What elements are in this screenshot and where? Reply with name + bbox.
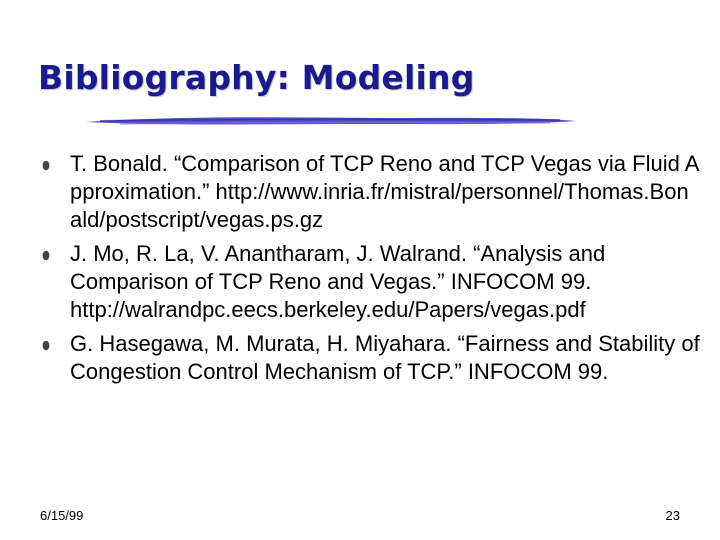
bibliography-list [40,150,700,386]
citation-text: T. Bonald. “Comparison of TCP Reno and TCP Vegas via Fluid Approximation.” http://www.inria.fr/mistral/personnel/Thomas.Bonald/postscript/vegas.ps.gz [70,151,700,232]
slide-title: Bibliography: Modeling [38,58,475,97]
bullet-dot-icon [42,160,50,171]
bullet-dot-icon [42,250,50,261]
bullet-dot-icon [42,340,50,351]
list-item [40,330,700,386]
title-underline-brush [80,114,580,128]
citation-text: J. Mo, R. La, V. Anantharam, J. Walrand. “Analysis and Comparison of TCP Reno and Vegas.” INFOCOM 99. http://walrandpc.eecs.berkeley.edu/Papers/vegas.pdf [70,241,606,322]
citation-text: G. Hasegawa, M. Murata, H. Miyahara. “Fairness and Stability of Congestion Control Mechanism of TCP.” INFOCOM 99. [70,331,700,384]
list-item [40,240,700,324]
footer-date: 6/15/99 [40,508,84,523]
page-number: 23 [665,508,680,523]
list-item [40,150,700,234]
